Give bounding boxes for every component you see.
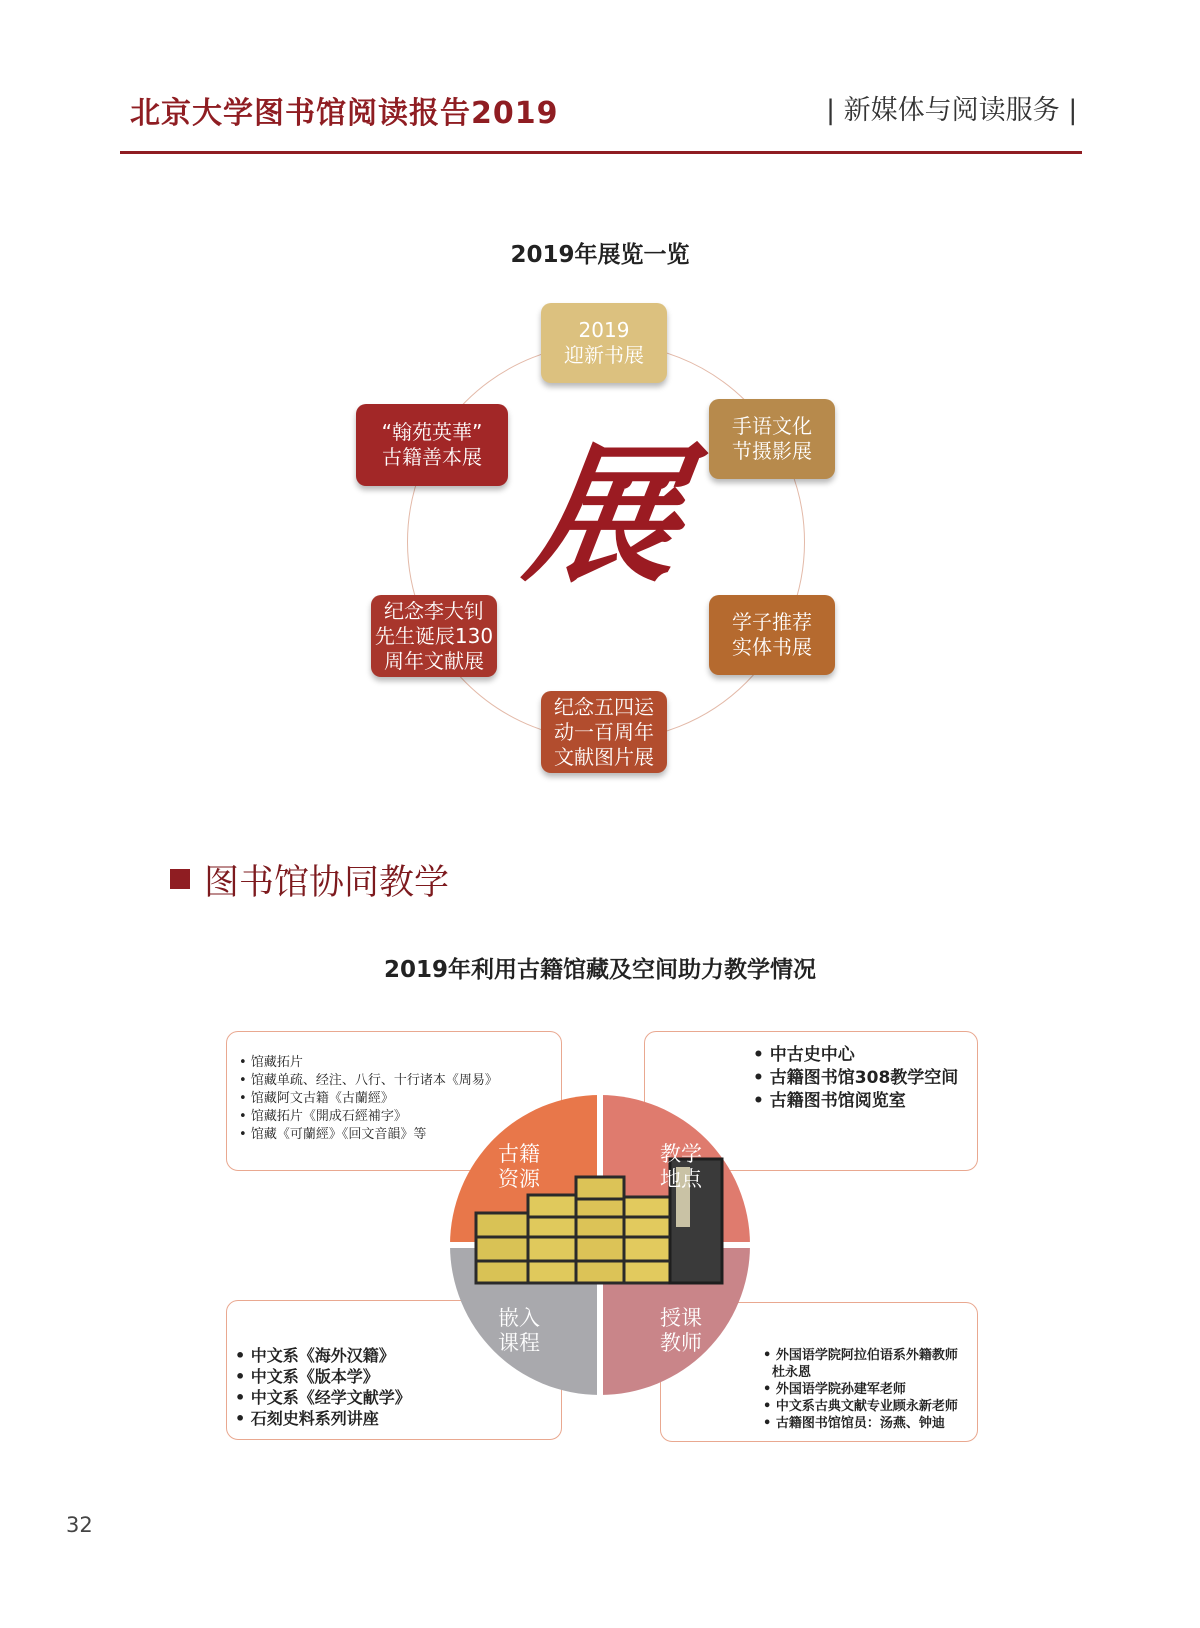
- exhibit-li-dazhao-130: [371, 595, 497, 677]
- report-title: 北京大学图书馆阅读报告2019: [130, 96, 559, 131]
- exhibit-label: 手语文化 节摄影展: [732, 414, 812, 463]
- quadrant-label-locations: [651, 1142, 711, 1192]
- list-item: • 古籍图书馆馆员：汤燕、钟迪: [763, 1415, 977, 1432]
- page-number: 32: [66, 1513, 93, 1537]
- quadrant-label: 授课 教师: [660, 1306, 702, 1355]
- list-item: • 外国语学院阿拉伯语系外籍教师 杜永恩: [763, 1347, 977, 1381]
- list-item: • 外国语学院孙建军老师: [763, 1381, 977, 1398]
- list-item: • 馆藏单疏、经注、八行、十行诸本《周易》: [239, 1072, 561, 1090]
- list-item: • 馆藏阿文古籍《古蘭經》: [239, 1090, 561, 1108]
- chapter-label: | 新媒体与阅读服务 |: [826, 95, 1078, 126]
- exhibitions-title: 2019年展览一览: [510, 242, 690, 268]
- list-item: • 中文系《版本学》: [235, 1366, 561, 1387]
- exhibit-label: 纪念五四运 动一百周年 文献图片展: [554, 694, 654, 769]
- quadrant-label: 古籍 资源: [498, 1142, 540, 1191]
- teaching-title: 2019年利用古籍馆藏及空间助力教学情况: [383, 957, 816, 983]
- exhibit-label: 纪念李大钊 先生诞辰130 周年文献展: [374, 598, 494, 673]
- list-item: • 馆藏拓片: [239, 1054, 561, 1072]
- exhibit-may-fourth-centenary: [541, 691, 667, 773]
- quadrant-label: 教学 地点: [660, 1142, 702, 1191]
- list-item: • 古籍图书馆阅览室: [753, 1090, 977, 1113]
- exhibit-student-recommended-books: [709, 595, 835, 675]
- exhibit-label: 2019 迎新书展: [564, 318, 644, 367]
- exhibition-glyph: 展: [517, 427, 693, 603]
- quadrant-label: 嵌入 课程: [498, 1306, 540, 1355]
- list-item: • 馆藏《可蘭經》《回文音韻》等: [239, 1126, 561, 1144]
- quadrant-label-courses: [489, 1306, 549, 1356]
- section-title: 图书馆协同教学: [204, 863, 450, 903]
- exhibit-label: 学子推荐 实体书展: [732, 610, 812, 659]
- list-item: • 中文系古典文献专业顾永新老师: [763, 1398, 977, 1415]
- section-marker: [170, 869, 190, 889]
- quadrant-label-resources: [489, 1142, 549, 1192]
- teaching-disc: [440, 1085, 760, 1405]
- exhibit-rare-books: [356, 404, 508, 486]
- list-item: • 中文系《经学文献学》: [235, 1387, 561, 1408]
- list-item: • 石刻史料系列讲座: [235, 1408, 561, 1429]
- exhibit-sign-language-photo: [709, 399, 835, 479]
- header-divider: [120, 151, 1082, 154]
- quadrant-label-teachers: [651, 1306, 711, 1356]
- list-item: • 古籍图书馆308教学空间: [753, 1067, 977, 1090]
- list-item: • 中古史中心: [753, 1044, 977, 1067]
- exhibit-welcome-book-fair: [541, 303, 667, 383]
- list-item: • 馆藏拓片《開成石經補字》: [239, 1108, 561, 1126]
- list-item: • 中文系《海外汉籍》: [235, 1345, 561, 1366]
- exhibit-label: “翰苑英華” 古籍善本展: [381, 420, 483, 469]
